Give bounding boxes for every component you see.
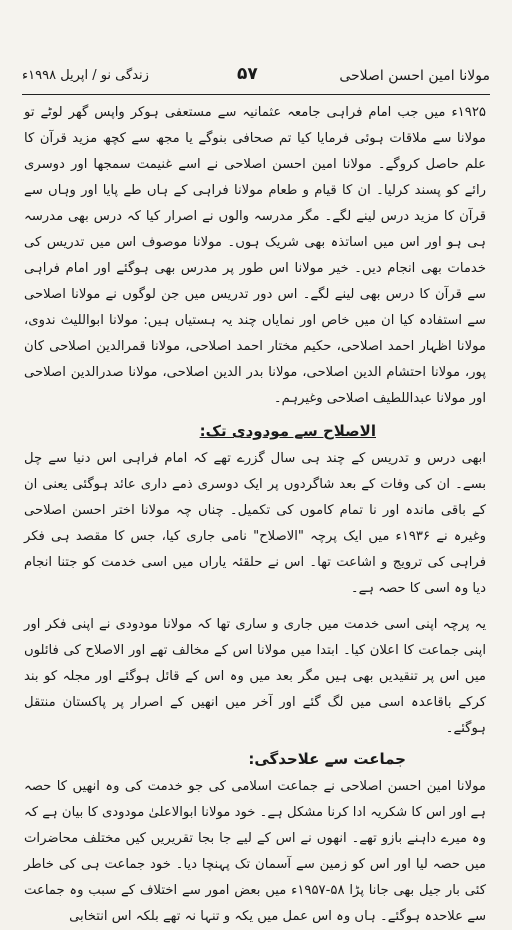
paragraph: ابھی درس و تدریس کے چند ہی سال گزرے تھے کہ امام فراہی اس دنیا سے چل بسے۔ ان کی وفات کے بعد شاگردوں پر ایک دوسری ذمے داری عائد ہوگئی یعنی ان کے باقی ماندہ اور نا تمام کاموں کی تکمیل۔ چناں چہ مولانا اختر احسن اصلاحی وغیرہ نے ۱۹۳۶ء میں ایک پرچہ "الاصلاح" نامی جاری کیا، جس کا مقصد ہی فکر فراہی کی ترویج و اشاعت تھا۔ اس نے حلقئہ یاراں میں اسی خدمت کو جتنا انجام دیا وہ اسی کا حصہ ہے۔ [24, 451, 486, 596]
journal-issue: زندگی نو / اپریل ۱۹۹۸ء [22, 68, 149, 83]
paragraph: یہ پرچہ اپنی اسی خدمت میں جاری و ساری تھا کہ مولانا مودودی نے اپنی فکر اور اپنی جماعت کا اعلان کیا۔ ابتدا میں مولانا اس کے مخالف تھے اور الاصلاح کی فائلوں میں اس پر تنقیدیں بھی ہیں مگر بعد میں وہ اس کے قائل ہوگئے اور مجلہ کو بند کرکے باقاعدہ اسی میں لگ گئے اور آخر میں انھیں کے اصرار پر پاکستان منتقل ہوگئے۔ [24, 617, 486, 736]
paragraph-gap [24, 602, 486, 612]
section-heading: جماعت سے علاحدگی: [248, 750, 406, 768]
running-title: مولانا امین احسن اصلاحی [339, 68, 490, 84]
paragraph: مولانا امین احسن اصلاحی نے جماعت اسلامی کی جو خدمت کی وہ انھیں کا حصہ ہے اور اس کا شکریہ ادا کرنا مشکل ہے۔ خود مولانا ابوالاعلیٰ مودودی کا بیان ہے کہ وہ میرے داہنے بازو تھے۔ انھوں نے اس کے لیے جا بجا تقریریں کیں مختلف محاضرات میں حصہ لیا اور اس کو زمین سے آسمان تک پہنچا دیا۔ خود جماعت ہی کی خاطر کئی بار جیل بھی جانا پڑا ۵۸-۱۹۵۷ء میں بعض امور سے اختلاف کے سبب وہ جماعت سے علاحدہ ہوگئے۔ ہاں وہ اس عمل میں یکہ و تنہا نہ تھے بلکہ اس انتخابی [24, 779, 486, 924]
section-heading: الاصلاح سے مودودی تک: [199, 422, 376, 440]
header-rule [22, 94, 490, 95]
paragraph: ۱۹۲۵ء میں جب امام فراہی جامعہ عثمانیہ سے مستعفی ہوکر واپس گھر لوٹے تو مولانا سے ملاقات ہوئی فرمایا کیا تم صحافی بنوگے یا مجھ سے کچھ مزید قرآن کا علم حاصل کروگے۔ مولانا امین احسن اصلاحی نے اسے غنیمت سمجھا اور دوسری رائے کو پسند کرلیا۔ ان کا قیام و طعام مولانا فراہی کے ہاں طے پایا اور وہاں سے قرآن کا مزید درس لینے لگے۔ مگر مدرسہ والوں نے اصرار کیا کہ درس بھی مدرسہ ہی ہو اور اس میں اساتذہ بھی شریک ہوں۔ مولانا موصوف اس میں تدریس کی خدمات بھی انجام دیں۔ خیر مولانا اس طور پر مدرس بھی ہوگئے اور امام فراہی سے قرآن کا درس بھی لینے لگے۔ اس دور تدریس میں جن لوگوں نے مولانا اصلاحی سے استفادہ کیا ان میں خاص اور نمایاں چند یہ ہستیاں ہیں: مولانا ابوالليث ندوی، مولانا اظہار احمد اصلاحی، حکیم مختار احمد اصلاحی، مولانا قمرالدین اصلاحی کان پور، مولانا احتشام الدین اصلاحی، مولانا بدر الدین اصلاحی، مولانا صدرالدین اصلاحی اور مولانا عبداللطیف اصلاحی وغیرہم۔ [24, 105, 486, 406]
page-number: ۵۷ [237, 64, 258, 84]
article-body [24, 100, 486, 930]
page-header [22, 64, 490, 92]
